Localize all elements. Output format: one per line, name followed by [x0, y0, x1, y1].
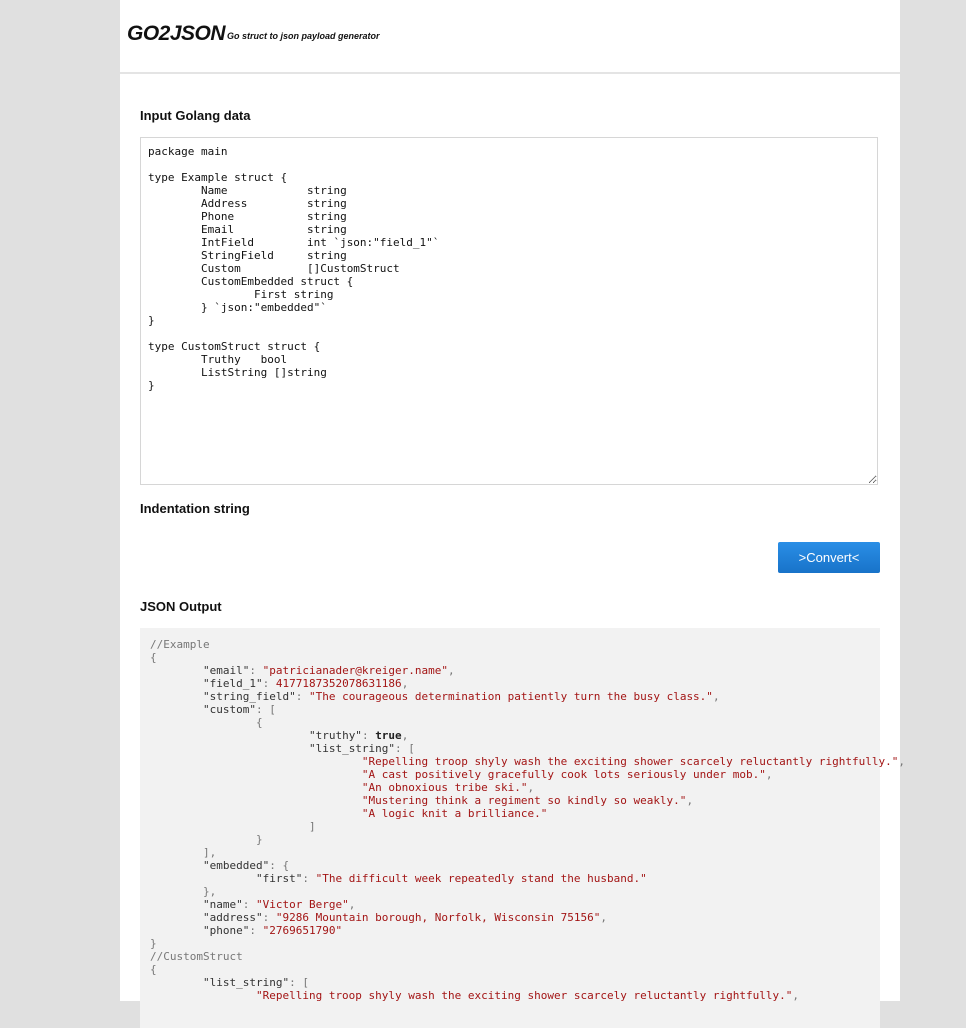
output-line	[150, 664, 880, 677]
token-str: "Victor Berge"	[255, 898, 349, 911]
output-line	[150, 976, 880, 989]
token-punc: : [	[255, 703, 276, 716]
token-str: "The difficult week repeatedly stand the husband."	[315, 872, 647, 885]
token-punc: ,	[898, 755, 905, 768]
token-punc: {	[150, 651, 157, 664]
token-punc	[150, 768, 362, 781]
output-line	[150, 924, 880, 937]
token-punc	[150, 794, 362, 807]
output-line	[150, 651, 880, 664]
token-punc	[150, 976, 203, 989]
golang-input[interactable]	[140, 137, 878, 485]
token-punc: : {	[269, 859, 290, 872]
token-key: "address"	[202, 911, 263, 924]
token-punc: ,	[686, 794, 694, 807]
output-line	[150, 859, 880, 872]
token-str: "A cast positively gracefully cook lots seriously under mob."	[361, 768, 766, 781]
token-str: "9286 Mountain borough, Norfolk, Wisconsin 75156"	[275, 911, 601, 924]
token-punc: ,	[448, 664, 455, 677]
output-line	[150, 729, 880, 742]
output-line	[150, 872, 880, 885]
token-str: "A logic knit a brilliance."	[361, 807, 548, 820]
output-line	[150, 690, 880, 703]
token-punc	[150, 742, 309, 755]
token-key: "list_string"	[202, 976, 290, 989]
token-punc	[150, 924, 203, 937]
output-line	[150, 846, 880, 859]
token-key: "field_1"	[202, 677, 263, 690]
output-line	[150, 989, 880, 1002]
token-bool: true	[375, 729, 402, 742]
token-key: "truthy"	[308, 729, 362, 742]
output-line	[150, 638, 880, 651]
indentation-label: Indentation string	[140, 501, 250, 516]
token-key: "phone"	[202, 924, 250, 937]
output-line	[150, 937, 880, 950]
token-str: "Repelling troop shyly wash the exciting shower scarcely reluctantly rightfully."	[255, 989, 793, 1002]
output-line	[150, 716, 880, 729]
output-line	[150, 742, 880, 755]
output-line	[150, 885, 880, 898]
token-punc	[150, 690, 203, 703]
token-punc: ,	[401, 729, 409, 742]
token-punc: :	[295, 690, 309, 703]
token-punc	[150, 872, 256, 885]
token-str: "An obnoxious tribe ski."	[361, 781, 528, 794]
token-str: "2769651790"	[262, 924, 343, 937]
token-str: "The courageous determination patiently turn the busy class."	[308, 690, 713, 703]
token-punc: :	[262, 677, 276, 690]
input-label: Input Golang data	[140, 108, 251, 123]
token-comment: //CustomStruct	[150, 950, 243, 963]
token-punc: :	[249, 924, 263, 937]
token-punc: :	[249, 664, 263, 677]
page	[120, 0, 905, 1002]
token-str: "Repelling troop shyly wash the exciting shower scarcely reluctantly rightfully."	[361, 755, 899, 768]
token-punc: ]	[150, 820, 316, 833]
token-punc: :	[361, 729, 376, 742]
token-punc	[150, 755, 362, 768]
token-punc: ,	[401, 677, 409, 690]
token-key: "list_string"	[308, 742, 396, 755]
output-line	[150, 833, 880, 846]
token-punc: },	[150, 885, 217, 898]
token-punc: }	[150, 937, 157, 950]
output-line	[150, 820, 880, 833]
token-key: "name"	[202, 898, 243, 911]
token-punc: ,	[792, 989, 800, 1002]
token-punc: ],	[150, 846, 217, 859]
output-line	[150, 755, 905, 768]
output-line	[150, 807, 880, 820]
header	[120, 0, 900, 74]
output-line	[150, 911, 880, 924]
json-output[interactable]	[140, 628, 905, 1028]
token-num: 4177187352078631186	[275, 677, 402, 690]
token-punc: ,	[348, 898, 356, 911]
output-line	[150, 703, 880, 716]
token-punc: ,	[600, 911, 607, 924]
token-key: "embedded"	[202, 859, 270, 872]
output-label: JSON Output	[140, 599, 222, 614]
token-punc: }	[150, 833, 263, 846]
convert-button[interactable]: >Convert<	[778, 542, 880, 573]
token-punc	[150, 989, 256, 1002]
token-punc: :	[242, 898, 256, 911]
token-punc	[150, 911, 203, 924]
token-key: "custom"	[202, 703, 256, 716]
token-punc	[150, 859, 203, 872]
output-line	[150, 768, 880, 781]
logo[interactable]: GO2JSON	[127, 22, 226, 45]
token-punc	[150, 703, 203, 716]
output-line	[150, 963, 880, 976]
token-key: "first"	[255, 872, 303, 885]
output-line	[150, 898, 880, 911]
token-punc: : [	[289, 976, 309, 989]
token-punc	[150, 898, 203, 911]
token-punc	[150, 677, 203, 690]
token-punc	[150, 781, 362, 794]
token-comment: //Example	[150, 638, 210, 651]
tagline: Go struct to json payload generator	[227, 31, 380, 41]
token-punc: : [	[395, 742, 415, 755]
token-str: "patricianader@kreiger.name"	[262, 664, 449, 677]
output-line	[150, 677, 880, 690]
token-key: "string_field"	[202, 690, 296, 703]
token-punc	[150, 807, 362, 820]
token-punc	[150, 729, 309, 742]
token-punc: {	[150, 963, 157, 976]
output-line	[150, 794, 880, 807]
token-str: "Mustering think a regiment so kindly so weakly."	[361, 794, 687, 807]
token-punc: ,	[527, 781, 535, 794]
token-punc: ,	[765, 768, 773, 781]
token-punc: :	[302, 872, 316, 885]
token-punc: :	[262, 911, 276, 924]
output-line	[150, 950, 880, 963]
token-punc: {	[150, 716, 263, 729]
output-line	[150, 781, 880, 794]
token-punc: ,	[712, 690, 720, 703]
token-punc	[150, 664, 203, 677]
token-key: "email"	[202, 664, 250, 677]
